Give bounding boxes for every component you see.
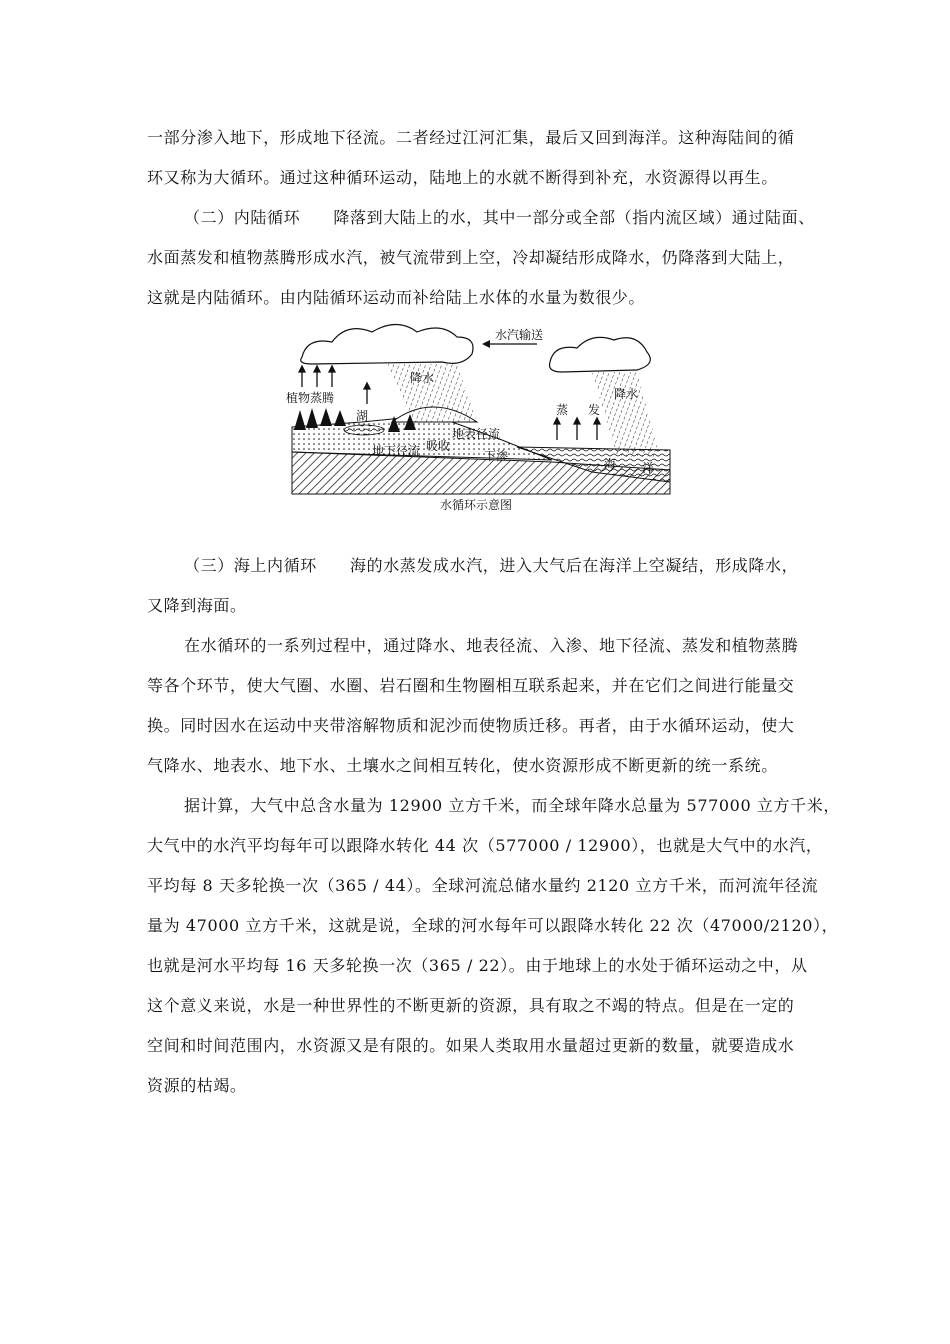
label-evaporation-1: 蒸 (556, 403, 569, 417)
figure-caption: 水循环示意图 (440, 498, 513, 512)
paragraph-line: 换。同时因水在运动中夹带溶解物质和泥沙而使物质迁移。再者，由于水循环运动，使大 (147, 716, 795, 735)
paragraph-line: 大气中的水汽平均每年可以跟降水转化 44 次（577000 / 12900），也就是大气中的水汽， (147, 836, 823, 855)
paragraph-line: 资源的枯竭。 (147, 1076, 247, 1095)
label-sea-2: 洋 (642, 461, 655, 475)
label-precipitation-sea: 降水 (614, 387, 639, 401)
label-plant-transpiration: 植物蒸腾 (286, 391, 335, 405)
paragraph-line: 这就是内陆循环。由内陆循环运动而补给陆上水体的水量为数很少。 (147, 288, 646, 307)
label-evaporation-2: 发 (588, 403, 601, 417)
water-cycle-diagram (286, 322, 670, 494)
paragraph-line: 据计算，大气中总含水量为 12900 立方千米，而全球年降水总量为 577000 立方千米， (184, 796, 840, 815)
cloud-right (550, 337, 651, 372)
paragraph-line: （三）海上内循环 海的水蒸发成水汽，进入大气后在海洋上空凝结，形成降水， (184, 556, 799, 575)
label-infiltration: 下渗 (484, 449, 509, 463)
lake (344, 425, 384, 435)
paragraph-line: 量为 47000 立方千米，这就是说，全球的河水每年可以跟降水转化 22 次（47000/2120）， (147, 916, 839, 935)
paragraph-line: 环又称为大循环。通过这种循环运动，陆地上的水就不断得到补充，水资源得以再生。 (147, 168, 778, 187)
paragraph-line: 水面蒸发和植物蒸腾形成水汽，被气流带到上空，冷却凝结形成降水，仍降落到大陆上， (147, 248, 795, 267)
paragraph-line: 气降水、地表水、地下水、土壤水之间相互转化，使水资源形成不断更新的统一系统。 (147, 756, 778, 775)
paragraph-line: 平均每 8 天多轮换一次（365 / 44）。全球河流总储水量约 2120 立方千米，而河流年径流 (147, 876, 819, 895)
paragraph-line: 一部分渗入地下，形成地下径流。二者经过江河汇集，最后又回到海洋。这种海陆间的循 (147, 128, 795, 147)
paragraph-line: （二）内陆循环 降落到大陆上的水，其中一部分或全部（指内流区域）通过陆面、 (184, 208, 815, 227)
paragraph-line: 等各个环节，使大气圈、水圈、岩石圈和生物圈相互联系起来，并在它们之间进行能量交 (147, 676, 795, 695)
label-sea-1: 海 (604, 457, 617, 471)
rain-sea (592, 372, 660, 457)
paragraph-line: 空间和时间范围内，水资源又是有限的。如果人类取用水量超过更新的数量，就要造成水 (147, 1036, 795, 1055)
cloud-left (301, 325, 473, 365)
label-lake: 湖 (356, 409, 369, 423)
label-vapor-transport: 水汽输送 (495, 328, 544, 342)
paragraph-line: 这个意义来说，水是一种世界性的不断更新的资源，具有取之不竭的特点。但是在一定的 (147, 996, 795, 1015)
label-absorb: 吸收 (426, 439, 451, 453)
paragraph-line: 又降到海面。 (147, 596, 247, 615)
label-groundwater-runoff: 地下径流 (372, 444, 421, 458)
label-surface-runoff: 地表径流 (452, 427, 501, 441)
label-precipitation-land: 降水 (410, 371, 435, 385)
paragraph-line: 也就是河水平均每 16 天多轮换一次（365 / 22）。由于地球上的水处于循环运动之中，从 (147, 956, 808, 975)
paragraph-line: 在水循环的一系列过程中，通过降水、地表径流、入渗、地下径流、蒸发和植物蒸腾 (184, 636, 799, 655)
